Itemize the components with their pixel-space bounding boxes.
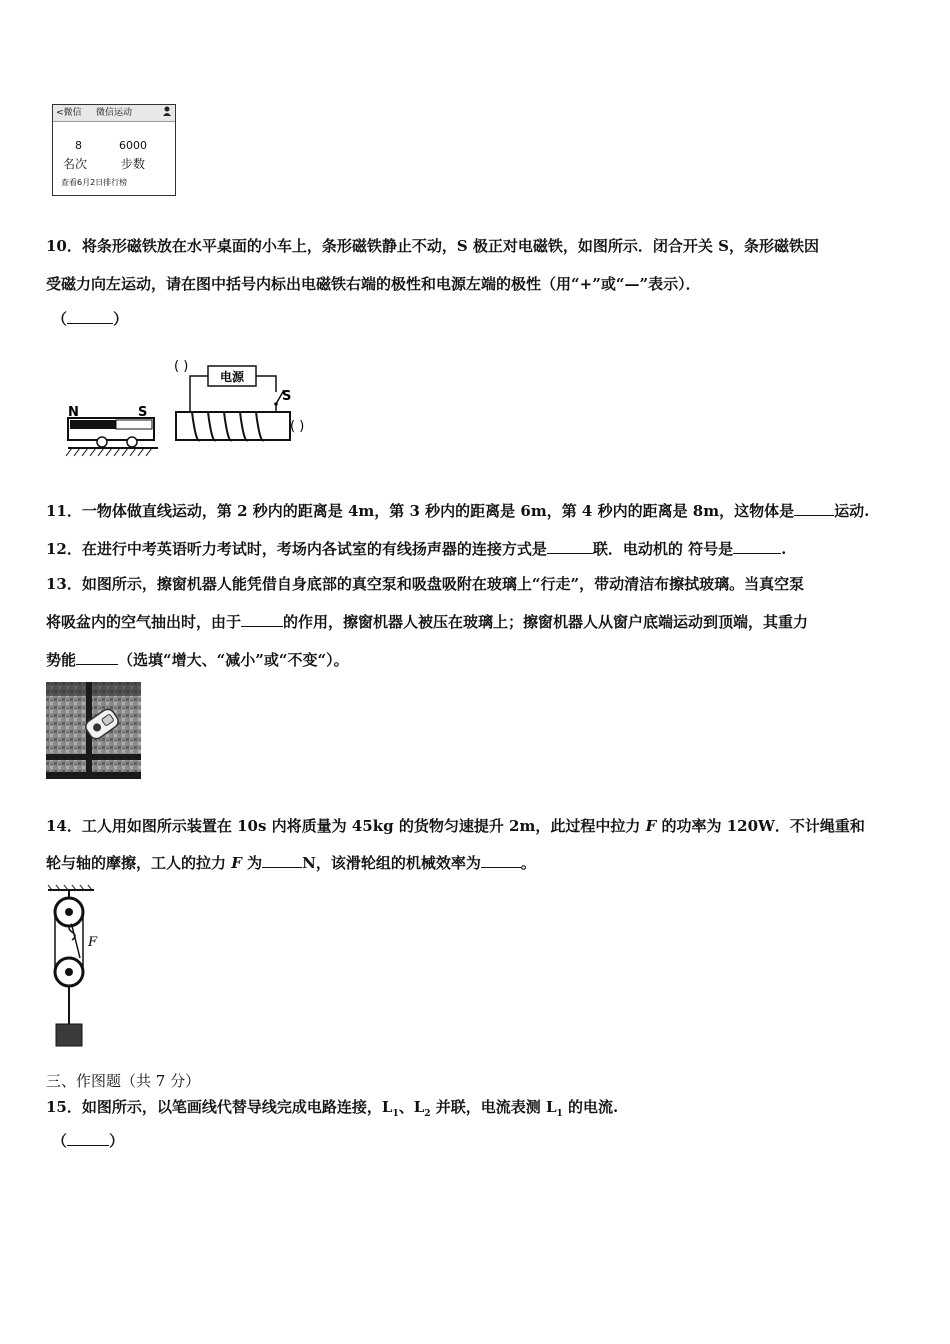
q13-line3 [46, 650, 349, 670]
q14-line1-f: F [645, 817, 657, 835]
q13-line1: 13．如图所示，擦窗机器人能凭借自身底部的真空泵和吸盘吸附在玻璃上“行走”，带动清洁布擦拭玻璃。当真空泵 [46, 575, 805, 593]
q15-line [46, 1097, 618, 1124]
q15-text-c: 并联，电流表测 L [430, 1098, 557, 1116]
q13-line2-a: 将吸盆内的空气抽出时，由于 [46, 613, 242, 631]
q15-answer-close: ） [109, 1132, 125, 1150]
electromagnet-right-bracket: ( ) [290, 419, 305, 434]
wechat-footer: 查看6月2日排行榜 [61, 178, 128, 187]
wechat-sport-card [52, 104, 176, 196]
q14-blank2[interactable] [481, 853, 521, 868]
q14-line2-f: F [231, 854, 242, 872]
q11-line [46, 501, 869, 521]
q13-blank2[interactable] [76, 650, 118, 665]
wechat-steps: 6000 [119, 139, 147, 152]
q10-answer-open: （ [52, 310, 68, 328]
q15-answer [52, 1131, 124, 1151]
q15-sub3: 1 [556, 1109, 563, 1119]
q12-blank2[interactable] [733, 539, 781, 554]
q13-line2-b: 的作用，擦窗机器人被压在玻璃上；擦窗机器人从窗户底端运动到顶端，其重力 [283, 613, 809, 631]
q13-line3-a: 势能 [46, 651, 77, 669]
wechat-title: 微信运动 [95, 108, 132, 118]
cart-wheel-right [127, 437, 137, 447]
q14-line1-a: 14．工人用如图所示装置在 10s 内将质量为 45kg 的货物匀速提升 2m，此过程中拉力 [46, 817, 646, 835]
q14-blank1[interactable] [262, 853, 302, 868]
q14-line2-b: 为 [241, 854, 263, 872]
pulley-figure [42, 884, 112, 1048]
window-robot-photo [46, 682, 141, 779]
wechat-rank-label: 名次 [63, 157, 88, 171]
q10-answer [52, 309, 128, 329]
q10-answer-blank[interactable] [67, 309, 113, 324]
bar-magnet-n [70, 420, 116, 429]
magnet-n-label: N [68, 405, 79, 420]
q15-text-d: 的电流. [562, 1098, 619, 1116]
switch-label: S [282, 389, 292, 404]
power-source-label: 电源 [220, 370, 245, 384]
q14-line2-a: 轮与轴的摩擦，工人的拉力 [46, 854, 232, 872]
q15-text-a: 15．如图所示，以笔画线代替导线完成电路连接，L [46, 1098, 393, 1116]
switch-pivot [274, 402, 278, 406]
q11-blank[interactable] [794, 501, 834, 516]
bar-magnet-s [116, 420, 152, 429]
q15-answer-blank[interactable] [67, 1131, 109, 1146]
magnet-circuit-figure [62, 352, 342, 460]
section3-title: 三、作图题（共 7 分） [46, 1072, 201, 1090]
magnet-s-label: S [138, 405, 148, 420]
wechat-title-bar [53, 105, 175, 122]
q10-answer-close: ） [113, 310, 129, 328]
q12-text-c: . [781, 540, 787, 558]
q10-line1: 10．将条形磁铁放在水平桌面的小车上，条形磁铁静止不动，S 极正对电磁铁，如图所示．闭合开关 S，条形磁铁因 [46, 237, 819, 255]
q14-line2-c: N，该滑轮组的机械效率为 [302, 854, 481, 872]
q13-line2 [46, 612, 808, 632]
wechat-rank: 8 [75, 139, 82, 152]
q11-text-after: 运动. [834, 502, 870, 520]
rope-pull [72, 926, 80, 958]
window-frame-horizontal [46, 754, 141, 760]
q15-answer-open: （ [52, 1132, 68, 1150]
wechat-back-label: <微信 [56, 108, 82, 118]
q14-line2-d: 。 [520, 854, 536, 872]
wechat-steps-label: 步数 [121, 157, 146, 171]
load-weight [56, 1024, 82, 1046]
force-label: F [88, 935, 98, 950]
q15-sub2: 2 [424, 1109, 431, 1119]
coil-windings [192, 412, 264, 440]
q13-blank1[interactable] [241, 612, 283, 627]
q15-sub1: 1 [392, 1109, 399, 1119]
ground-hatch [66, 448, 158, 456]
q10-line2: 受磁力向左运动，请在图中括号内标出电磁铁右端的极性和电源左端的极性（用“+”或“—”表示）． [46, 275, 701, 293]
q12-text-a: 12．在进行中考英语听力考试时，考场内各试室的有线扬声器的连接方式是 [46, 540, 547, 558]
q13-line3-b: （选填“增大、“减小”或“不变“）。 [118, 651, 349, 669]
user-icon [162, 105, 172, 123]
q14-line1 [46, 816, 865, 836]
q12-text-b: 联．电动机的 符号是 [592, 540, 734, 558]
q14-line2 [46, 853, 536, 873]
q12-line [46, 539, 786, 559]
q12-blank1[interactable] [547, 539, 593, 554]
cart-wheel-left [97, 437, 107, 447]
q15-text-b: 、L [398, 1098, 425, 1116]
q14-line1-b: 的功率为 120W．不计绳重和 [656, 817, 865, 835]
power-left-bracket: ( ) [174, 359, 189, 374]
q11-text-before: 11．一物体做直线运动，第 2 秒内的距离是 4m，第 3 秒内的距离是 6m，第 4 秒内的距离是 8m，这物体是 [46, 502, 795, 520]
